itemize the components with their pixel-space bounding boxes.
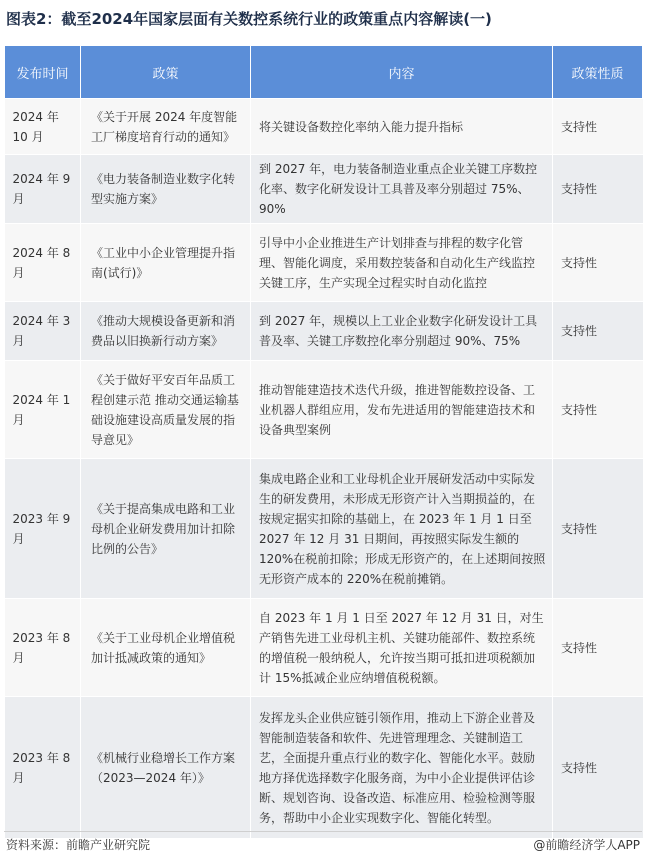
cell-policy: 《关于做好平安百年品质工程创建示范 推动交通运输基础设施建设高质量发展的指导意见》	[81, 361, 251, 459]
cell-nature: 支持性	[553, 155, 643, 224]
table-header-row	[5, 46, 643, 99]
cell-date: 2024 年 10 月	[5, 99, 81, 155]
cell-policy: 《工业中小企业管理提升指南(试行)》	[81, 224, 251, 302]
source-note: 资料来源：前瞻产业研究院	[6, 838, 151, 852]
table-row	[5, 459, 643, 599]
table-row	[5, 302, 643, 361]
cell-nature: 支持性	[553, 99, 643, 155]
cell-policy: 《关于提高集成电路和工业母机企业研发费用加计扣除比例的公告》	[81, 459, 251, 599]
cell-nature: 支持性	[553, 697, 643, 839]
cell-policy: 《关于工业母机企业增值税加计抵减政策的通知》	[81, 599, 251, 697]
cell-content: 到 2027 年，电力装备制造业重点企业关键工序数控化率、数字化研发设计工具普及率分别超过 75%、90%	[251, 155, 553, 224]
header-policy: 政策	[81, 46, 251, 99]
cell-content: 推动智能建造技术迭代升级，推进智能数控设备、工业机器人群组应用，发布先进适用的智能建造技术和设备典型案例	[251, 361, 553, 459]
brand-credit: @前瞻经济学人APP	[533, 838, 640, 852]
cell-nature: 支持性	[553, 361, 643, 459]
cell-content: 集成电路企业和工业母机企业开展研发活动中实际发生的研发费用，未形成无形资产计入当期损益的，在按规定据实扣除的基础上，在 2023 年 1 月 1 日至 2027 年 12 月 31 日期间，再按照实际发生额的 120%在税前扣除；形成无形资产的，在上述期间按照无形资产成本的 220%在税前摊销。	[251, 459, 553, 599]
cell-nature: 支持性	[553, 599, 643, 697]
cell-content: 到 2027 年，规模以上工业企业数字化研发设计工具普及率、关键工序数控化率分别超过 90%、75%	[251, 302, 553, 361]
header-nature: 政策性质	[553, 46, 643, 99]
cell-nature: 支持性	[553, 459, 643, 599]
cell-date: 2024 年 3 月	[5, 302, 81, 361]
cell-date: 2024 年 8 月	[5, 224, 81, 302]
cell-date: 2023 年 8 月	[5, 599, 81, 697]
cell-content: 引导中小企业推进生产计划排查与排程的数字化管理、智能化调度，采用数控装备和自动化生产线监控关键工序，生产实现全过程实时自动化监控	[251, 224, 553, 302]
table-row	[5, 697, 643, 839]
cell-content: 自 2023 年 1 月 1 日至 2027 年 12 月 31 日，对生产销售先进工业母机主机、关键功能部件、数控系统的增值税一般纳税人，允许按当期可抵扣进项税额加计 15%抵减企业应纳增值税税额。	[251, 599, 553, 697]
cell-policy: 《机械行业稳增长工作方案（2023—2024 年）》	[81, 697, 251, 839]
cell-date: 2023 年 8 月	[5, 697, 81, 839]
header-date: 发布时间	[5, 46, 81, 99]
table-row	[5, 599, 643, 697]
cell-date: 2023 年 9 月	[5, 459, 81, 599]
cell-policy: 《电力装备制造业数字化转型实施方案》	[81, 155, 251, 224]
cell-nature: 支持性	[553, 302, 643, 361]
policy-table	[4, 45, 643, 839]
table-row	[5, 224, 643, 302]
cell-policy: 《关于开展 2024 年度智能工厂梯度培育行动的通知》	[81, 99, 251, 155]
table-row	[5, 99, 643, 155]
table-row	[5, 361, 643, 459]
header-content: 内容	[251, 46, 553, 99]
footer-divider	[4, 831, 642, 832]
chart-title: 图表2：截至2024年国家层面有关数控系统行业的政策重点内容解读(一)	[6, 10, 492, 28]
cell-date: 2024 年 1 月	[5, 361, 81, 459]
cell-nature: 支持性	[553, 224, 643, 302]
table-row	[5, 155, 643, 224]
cell-content: 发挥龙头企业供应链引领作用，推动上下游企业普及智能制造装备和软件、先进管理理念、关键制造工艺，全面提升重点行业的数字化、智能化水平。鼓励地方择优选择数字化服务商，为中小企业提供评估诊断、规划咨询、设备改造、标准应用、检验检测等服务，帮助中小企业实现数字化、智能化转型。	[251, 697, 553, 839]
footer	[6, 836, 640, 852]
cell-policy: 《推动大规模设备更新和消费品以旧换新行动方案》	[81, 302, 251, 361]
cell-date: 2024 年 9 月	[5, 155, 81, 224]
cell-content: 将关键设备数控化率纳入能力提升指标	[251, 99, 553, 155]
